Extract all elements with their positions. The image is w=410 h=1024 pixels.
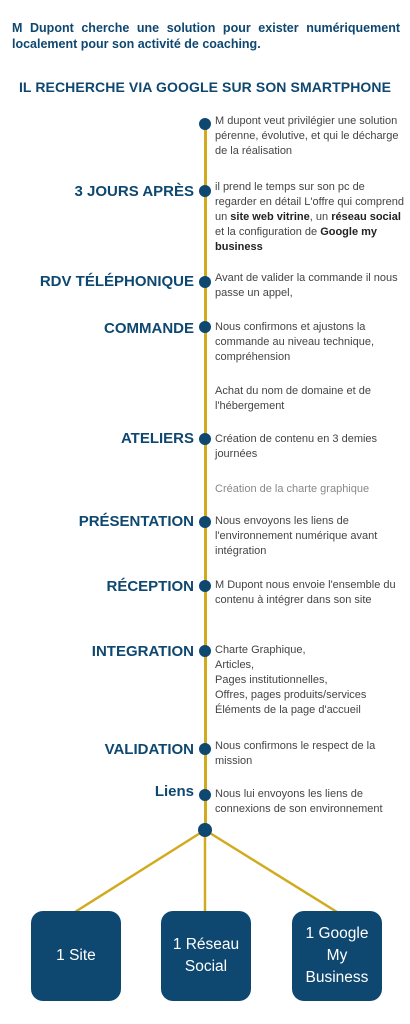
output-box-site: 1 Site: [31, 911, 121, 1001]
step-label: 3 JOURS APRÈS: [74, 183, 194, 200]
step-description: Nous confirmons le respect de la mission: [215, 740, 376, 767]
step-label: RDV TÉLÉPHONIQUE: [39, 273, 194, 290]
step-description: il prend le temps sur son pc de regarder en détail L'offre qui comprend un site web vitrine, un réseau social et la configuration de Google my business: [215, 181, 405, 253]
output-box-social: 1 Réseau Social: [161, 911, 251, 1001]
step-label: INTEGRATION: [91, 643, 194, 660]
step-description: M dupont veut privilégier une solution pérenne, évolutive, et qui le décharge de la réalisation: [215, 115, 399, 157]
step-description: Nous envoyons les liens de l'environnement numérique avant intégration: [215, 515, 378, 557]
step-label: RÉCEPTION: [106, 578, 194, 595]
step-description: Nous confirmons et ajustons la commande au niveau technique, compréhension: [215, 321, 374, 363]
section-heading: IL RECHERCHE VIA GOOGLE SUR SON SMARTPHONE: [18, 79, 392, 95]
step-description: Nous lui envoyons les liens de connexions de son environnement: [215, 788, 383, 815]
step-label: Liens: [154, 783, 194, 800]
step-description: Charte Graphique, Articles, Pages institutionnelles, Offres, pages produits/services Éléments de la page d'accueil: [215, 644, 367, 716]
step-description: Avant de valider la commande il nous passe un appel,: [215, 272, 398, 299]
output-box-google: 1 Google My Business: [292, 911, 382, 1001]
step-label: COMMANDE: [104, 320, 194, 337]
step-description: Création de contenu en 3 demies journées: [215, 433, 378, 460]
intro-text: M Dupont cherche une solution pour exister numériquement localement pour son activité de coaching.: [12, 21, 400, 51]
step-label: VALIDATION: [104, 741, 194, 758]
step-description: Création de la charte graphique: [215, 483, 370, 495]
step-description: Achat du nom de domaine et de l'hébergement: [215, 385, 371, 412]
step-description: M Dupont nous envoie l'ensemble du contenu à intégrer dans son site: [215, 579, 396, 606]
step-label: PRÉSENTATION: [78, 513, 194, 530]
step-label: ATELIERS: [120, 430, 194, 447]
